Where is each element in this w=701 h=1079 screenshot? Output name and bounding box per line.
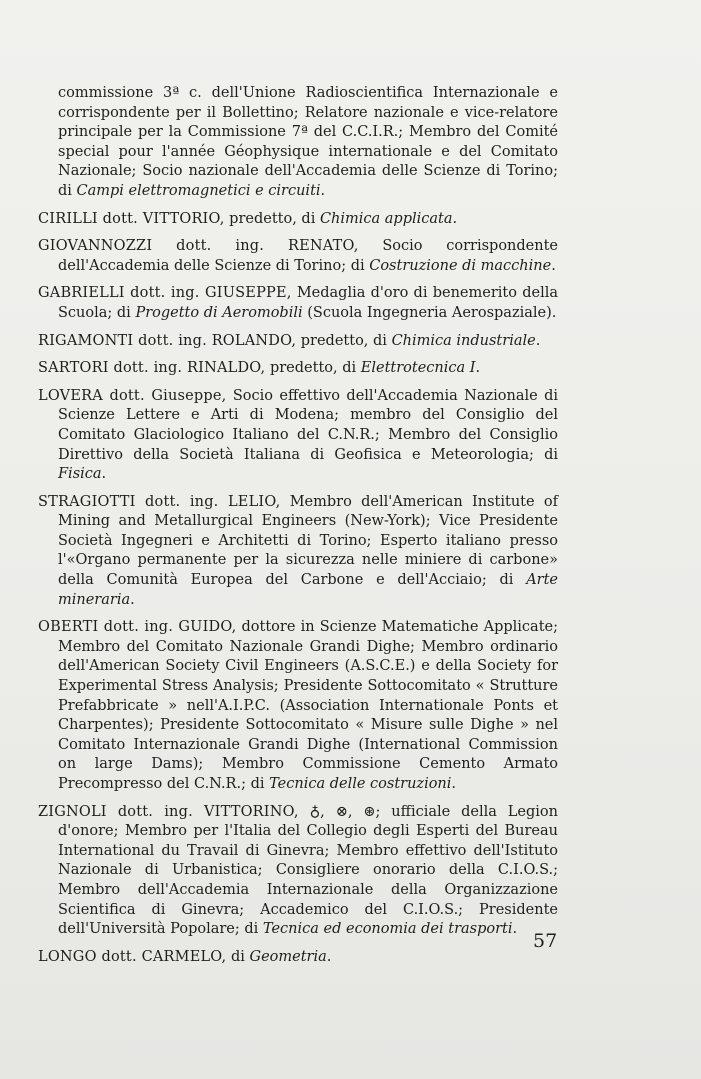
entry-giovannozzi bbox=[38, 237, 558, 276]
entry-lovera bbox=[38, 387, 558, 485]
faculty-list bbox=[38, 84, 558, 975]
entry-longo bbox=[38, 948, 558, 968]
entry-rigamonti bbox=[38, 332, 558, 352]
entry-subject: Progetto di Aeromobili bbox=[135, 304, 303, 321]
entry-text: predetto, di bbox=[224, 210, 320, 227]
entry-gabrielli bbox=[38, 284, 558, 323]
entry-end: . bbox=[452, 210, 458, 227]
intro-paragraph bbox=[38, 84, 558, 202]
entry-end: (Scuola Ingegneria Aerospaziale). bbox=[302, 304, 557, 321]
entry-text: ♁, ⊗, ⊛; ufficiale della Legion d'onore; Membro per l'Italia del Collegio degli Esperti del Bureau International du Travail di Ginevra; Membro effettivo dell'Istituto Nazionale di Urbanistica; Consigliere onorario della C.I.O.S.; Membro dell'Accademia Internazionale della Organizzazione Scientifica di Ginevra; Accademico del C.I.O.S.; Presidente dell'Università Popolare; di bbox=[58, 803, 558, 938]
entry-subject: Geometria bbox=[249, 948, 327, 965]
entry-subject: Fisica bbox=[58, 466, 102, 483]
entry-name: RIGAMONTI dott. ing. ROLANDO, bbox=[38, 332, 297, 349]
entry-stragiotti bbox=[38, 493, 558, 611]
entry-zignoli bbox=[38, 803, 558, 940]
intro-subject: Campi elettromagnetici e circuiti bbox=[76, 182, 321, 199]
entry-name: GABRIELLI dott. ing. GIUSEPPE, bbox=[38, 285, 292, 302]
entry-subject: Chimica industriale bbox=[391, 332, 536, 349]
entry-text: Membro dell'American Institute of Mining and Metallurgical Engineers (New-York); Vice Presidente Società Ingegneri e Architetti di Torino; Esperto italiano presso l'«Organo permanente per la sicurezza nelle miniere di carbone» della Comunità Europea del Carbone e dell'Acciaio; di bbox=[58, 493, 558, 589]
entry-end: . bbox=[535, 332, 541, 349]
entry-name: LONGO dott. CARMELO, bbox=[38, 948, 227, 965]
entry-cirilli bbox=[38, 210, 558, 230]
entry-oberti bbox=[38, 618, 558, 794]
entry-end: . bbox=[475, 360, 481, 377]
entry-subject: Tecnica delle costruzioni bbox=[269, 776, 452, 792]
entry-subject: Elettrotecnica I bbox=[360, 360, 476, 377]
entry-text: di bbox=[226, 948, 250, 965]
entry-end: . bbox=[326, 948, 332, 965]
entry-subject: Chimica applicata bbox=[319, 210, 453, 227]
entry-text: Medaglia d'oro di benemerito della Scuola; di bbox=[58, 285, 558, 321]
entry-subject: Arte mineraria bbox=[58, 572, 558, 608]
entry-end: . bbox=[551, 257, 556, 274]
entry-subject: Tecnica ed economia dei trasporti bbox=[262, 921, 513, 938]
entry-name: SARTORI dott. ing. RINALDO, bbox=[38, 360, 266, 377]
entry-subject: Costruzione di macchine bbox=[369, 257, 552, 274]
intro-text: commissione 3ª c. dell'Unione Radioscientifica Internazionale e corrispondente per il Bollettino; Relatore nazionale e vice-relatore principale per la Commissione 7ª del C.C.I.R.; Membro del Comité special pour l'année Géophysique internationale e del Comitato Nazionale; Socio nazionale dell'Accademia delle Scienze di Torino; di bbox=[58, 85, 558, 199]
entry-name: GIOVANNOZZI dott. ing. RENATO, bbox=[38, 238, 359, 255]
page-number: 57 bbox=[533, 930, 558, 952]
entry-text: Socio effettivo dell'Accademia Nazionale di Scienze Lettere e Arti di Modena; membro del Consiglio del Comitato Glaciologico Italiano del C.N.R.; Membro del Consiglio Direttivo della Società Italiana di Geofisica e Meteorologia; di bbox=[58, 387, 558, 463]
entry-sartori bbox=[38, 359, 558, 379]
entry-end: . bbox=[101, 466, 107, 483]
entry-text: predetto, di bbox=[296, 332, 392, 349]
entry-text: Socio corrispondente dell'Accademia delle Scienze di Torino; di bbox=[58, 238, 558, 274]
entry-text: predetto, di bbox=[265, 360, 361, 377]
entry-name: OBERTI dott. ing. GUIDO, bbox=[38, 619, 237, 636]
entry-name: ZIGNOLI dott. ing. VITTORINO, bbox=[38, 803, 299, 820]
entry-end: . bbox=[130, 591, 135, 608]
entry-end: . bbox=[451, 776, 457, 792]
entry-name: CIRILLI dott. VITTORIO, bbox=[38, 210, 225, 227]
intro-end: . bbox=[320, 182, 326, 199]
entry-text: dottore in Scienze Matematiche Applicate; Membro del Comitato Nazionale Grandi Dighe; Membro ordinario dell'American Society Civil Engineers (A.S.C.E.) e della Society for Experimental Stress Analysis; Presidente Sottocomitato « Strutture Prefabbricate » nell'A.I.P.C. (Association Internationale Ponts et Charpentes); Presidente Sottocomitato « Misure sulle Dighe » nel Comitato Internazionale Grandi Dighe (International Commission on large Dams); Membro Commissione Cemento Armato Precompresso del C.N.R.; di bbox=[58, 619, 558, 792]
entry-name: STRAGIOTTI dott. ing. LELIO, bbox=[38, 493, 281, 510]
entry-end: . bbox=[512, 921, 518, 938]
entry-name: LOVERA dott. Giuseppe, bbox=[38, 387, 227, 404]
